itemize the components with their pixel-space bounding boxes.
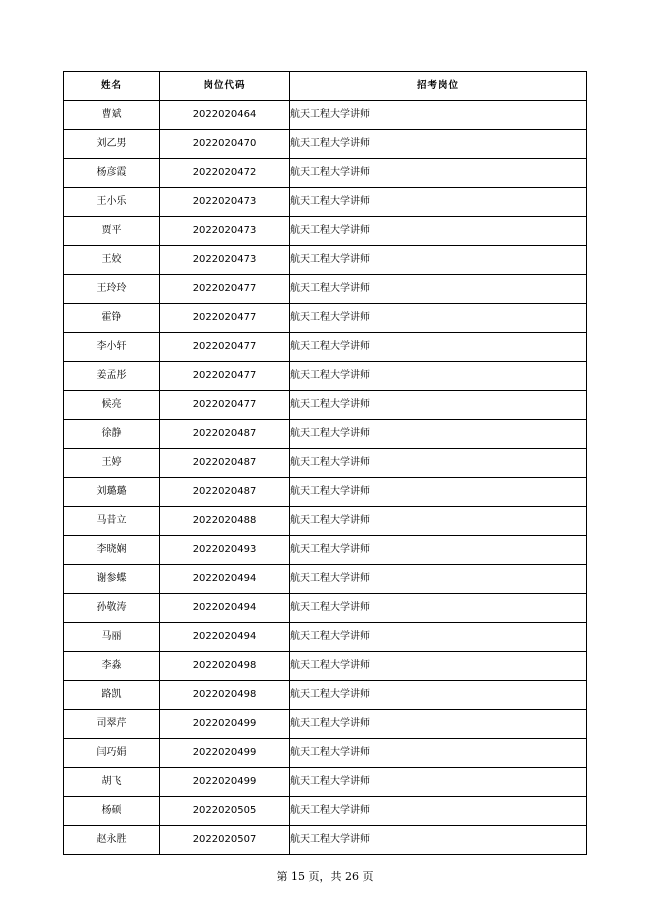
cell-name: 王姣 xyxy=(64,246,160,275)
cell-code: 2022020477 xyxy=(160,391,290,420)
cell-post: 航天工程大学讲师 xyxy=(290,101,587,130)
table-row xyxy=(64,681,587,710)
cell-name: 王玲玲 xyxy=(64,275,160,304)
cell-post: 航天工程大学讲师 xyxy=(290,768,587,797)
table-row xyxy=(64,797,587,826)
cell-name: 贾平 xyxy=(64,217,160,246)
cell-post: 航天工程大学讲师 xyxy=(290,623,587,652)
cell-code: 2022020493 xyxy=(160,536,290,565)
cell-name: 王婷 xyxy=(64,449,160,478)
table-row xyxy=(64,449,587,478)
table-row xyxy=(64,420,587,449)
table-row xyxy=(64,130,587,159)
candidate-table xyxy=(63,71,587,855)
table-row xyxy=(64,507,587,536)
table-row xyxy=(64,304,587,333)
table-row xyxy=(64,246,587,275)
cell-code: 2022020472 xyxy=(160,159,290,188)
cell-code: 2022020473 xyxy=(160,188,290,217)
table-row xyxy=(64,623,587,652)
cell-post: 航天工程大学讲师 xyxy=(290,652,587,681)
cell-name: 马丽 xyxy=(64,623,160,652)
table-header-row xyxy=(64,72,587,101)
cell-name: 曹斌 xyxy=(64,101,160,130)
table-row xyxy=(64,159,587,188)
cell-name: 司翠芹 xyxy=(64,710,160,739)
cell-post: 航天工程大学讲师 xyxy=(290,159,587,188)
cell-code: 2022020498 xyxy=(160,681,290,710)
cell-post: 航天工程大学讲师 xyxy=(290,449,587,478)
table-row xyxy=(64,391,587,420)
cell-name: 候亮 xyxy=(64,391,160,420)
cell-post: 航天工程大学讲师 xyxy=(290,826,587,855)
header-post: 招考岗位 xyxy=(290,72,587,101)
cell-code: 2022020498 xyxy=(160,652,290,681)
cell-code: 2022020487 xyxy=(160,478,290,507)
cell-name: 李淼 xyxy=(64,652,160,681)
cell-code: 2022020494 xyxy=(160,565,290,594)
cell-code: 2022020470 xyxy=(160,130,290,159)
cell-post: 航天工程大学讲师 xyxy=(290,304,587,333)
cell-post: 航天工程大学讲师 xyxy=(290,362,587,391)
table-body xyxy=(64,101,587,855)
cell-name: 杨硕 xyxy=(64,797,160,826)
table-row xyxy=(64,710,587,739)
cell-post: 航天工程大学讲师 xyxy=(290,420,587,449)
cell-code: 2022020507 xyxy=(160,826,290,855)
cell-code: 2022020494 xyxy=(160,623,290,652)
table-row xyxy=(64,333,587,362)
cell-code: 2022020488 xyxy=(160,507,290,536)
cell-post: 航天工程大学讲师 xyxy=(290,565,587,594)
table-row xyxy=(64,101,587,130)
cell-name: 徐静 xyxy=(64,420,160,449)
cell-name: 李晓娴 xyxy=(64,536,160,565)
cell-name: 姜孟彤 xyxy=(64,362,160,391)
cell-name: 李小轩 xyxy=(64,333,160,362)
cell-code: 2022020505 xyxy=(160,797,290,826)
table-row xyxy=(64,826,587,855)
cell-code: 2022020477 xyxy=(160,362,290,391)
table-row xyxy=(64,594,587,623)
cell-name: 孙敬涛 xyxy=(64,594,160,623)
cell-name: 赵永胜 xyxy=(64,826,160,855)
table-row xyxy=(64,217,587,246)
table-row xyxy=(64,739,587,768)
table-row xyxy=(64,362,587,391)
cell-post: 航天工程大学讲师 xyxy=(290,246,587,275)
cell-name: 刘璐璐 xyxy=(64,478,160,507)
cell-name: 胡飞 xyxy=(64,768,160,797)
cell-post: 航天工程大学讲师 xyxy=(290,391,587,420)
table-row xyxy=(64,768,587,797)
table-row xyxy=(64,536,587,565)
table-row xyxy=(64,188,587,217)
header-name: 姓名 xyxy=(64,72,160,101)
table-row xyxy=(64,275,587,304)
cell-code: 2022020494 xyxy=(160,594,290,623)
cell-name: 霍铮 xyxy=(64,304,160,333)
header-code: 岗位代码 xyxy=(160,72,290,101)
cell-name: 闫巧娟 xyxy=(64,739,160,768)
cell-code: 2022020473 xyxy=(160,217,290,246)
cell-name: 谢参蝶 xyxy=(64,565,160,594)
cell-code: 2022020477 xyxy=(160,275,290,304)
cell-code: 2022020473 xyxy=(160,246,290,275)
table-row xyxy=(64,565,587,594)
cell-post: 航天工程大学讲师 xyxy=(290,478,587,507)
cell-name: 刘乙男 xyxy=(64,130,160,159)
cell-post: 航天工程大学讲师 xyxy=(290,507,587,536)
cell-code: 2022020477 xyxy=(160,333,290,362)
cell-code: 2022020477 xyxy=(160,304,290,333)
cell-post: 航天工程大学讲师 xyxy=(290,188,587,217)
cell-post: 航天工程大学讲师 xyxy=(290,130,587,159)
cell-post: 航天工程大学讲师 xyxy=(290,739,587,768)
cell-post: 航天工程大学讲师 xyxy=(290,333,587,362)
cell-code: 2022020499 xyxy=(160,768,290,797)
cell-name: 马昔立 xyxy=(64,507,160,536)
cell-post: 航天工程大学讲师 xyxy=(290,275,587,304)
cell-name: 路凯 xyxy=(64,681,160,710)
cell-post: 航天工程大学讲师 xyxy=(290,594,587,623)
cell-code: 2022020487 xyxy=(160,420,290,449)
cell-code: 2022020487 xyxy=(160,449,290,478)
page-number: 第 15 页，共 26 页 xyxy=(276,870,374,883)
cell-post: 航天工程大学讲师 xyxy=(290,536,587,565)
cell-code: 2022020499 xyxy=(160,710,290,739)
cell-code: 2022020464 xyxy=(160,101,290,130)
cell-name: 王小乐 xyxy=(64,188,160,217)
cell-post: 航天工程大学讲师 xyxy=(290,797,587,826)
cell-post: 航天工程大学讲师 xyxy=(290,710,587,739)
cell-name: 杨彦霞 xyxy=(64,159,160,188)
table-row xyxy=(64,478,587,507)
table-row xyxy=(64,652,587,681)
cell-code: 2022020499 xyxy=(160,739,290,768)
cell-post: 航天工程大学讲师 xyxy=(290,217,587,246)
cell-post: 航天工程大学讲师 xyxy=(290,681,587,710)
